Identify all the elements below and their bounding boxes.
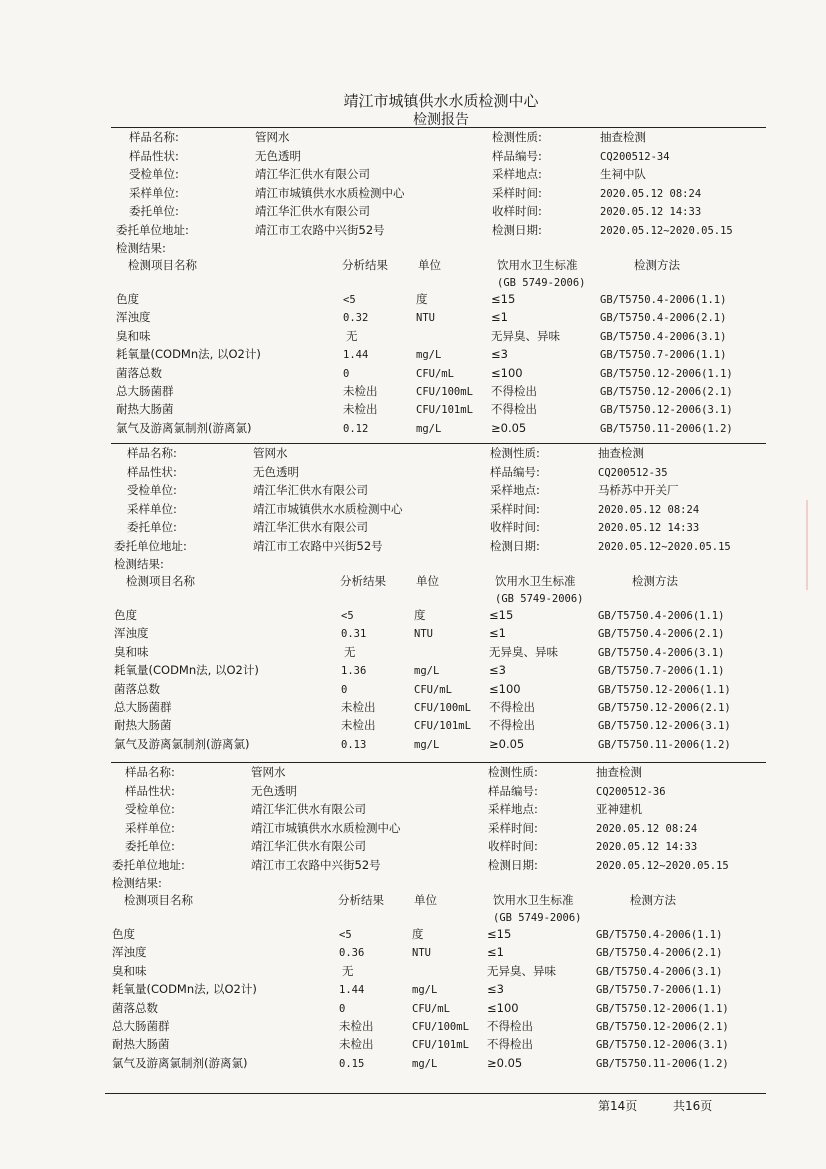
field-label: 委托单位地址: [116,222,189,237]
table-cell-standard: 无异臭、异味 [487,963,556,978]
table-cell-result: 0 [339,1002,346,1015]
field-label: 委托单位地址: [112,857,185,872]
field-label: 检测性质: [490,446,540,460]
table-cell-unit: NTU [414,628,433,641]
field-value: 抽查检测 [596,765,642,779]
field-value: 2020.05.12 08:24 [596,822,698,835]
section-rule [111,443,766,444]
table-cell-standard: 无异臭、异味 [489,644,558,659]
field-label: 样品名称: [129,130,179,144]
field-label: 收样时间: [492,204,542,218]
field-label: 检测性质: [492,130,542,144]
field-value: 2020.05.12 14:33 [598,522,700,534]
field-value: CQ200512-36 [596,785,666,798]
column-header-result: 分析结果 [340,574,386,588]
field-label: 委托单位地址: [114,538,187,553]
table-cell-result: 未检出 [341,700,376,714]
field-value: 生祠中队 [600,167,646,181]
field-label: 检测日期: [492,222,542,237]
field-value: 管网水 [253,446,288,460]
table-cell-item: 总大肠菌群 [112,1019,170,1033]
table-cell-item: 臭和味 [116,328,151,343]
table-cell-unit: CFU/mL [414,683,452,696]
field-label: 样品编号: [488,783,538,798]
table-cell-standard: ≤3 [487,982,504,997]
table-cell-standard: ≤15 [489,608,514,622]
field-label: 受检单位: [125,802,175,816]
table-cell-result: 0.15 [339,1057,365,1070]
table-cell-result: 0.13 [341,738,367,751]
table-cell-item: 耐热大肠菌 [116,402,174,417]
table-cell-result: 0.31 [341,628,367,641]
table-cell-result: 无 [344,644,356,659]
column-header-standard: 饮用水卫生标准 [497,258,578,272]
table-cell-standard: ≥0.05 [489,736,525,751]
table-cell-item: 浑浊度 [112,945,147,960]
column-header-standard: 饮用水卫生标准 [495,574,576,588]
field-label: 样品名称: [125,765,175,779]
field-value: CQ200512-35 [598,466,668,479]
table-cell-item: 臭和味 [112,963,147,978]
field-label: 采样单位: [125,820,175,835]
table-cell-method: GB/T5750.12-2006(1.1) [600,367,733,380]
table-cell-unit: CFU/100mL [412,1021,469,1033]
field-label: 检测性质: [488,765,538,779]
field-value: 靖江市城镇供水水质检测中心 [251,820,401,835]
table-cell-item: 耐热大肠菌 [112,1037,170,1052]
column-header-item: 检测项目名称 [128,258,197,272]
field-value: 靖江市工农路中兴街52号 [255,222,385,237]
field-label: 采样时间: [492,185,542,200]
table-cell-method: GB/T5750.12-2006(1.1) [596,1002,729,1015]
field-value: 2020.05.12 14:33 [600,206,702,218]
table-cell-unit: mg/L [416,422,442,435]
table-cell-standard: ≤1 [489,626,506,641]
field-label: 采样时间: [490,501,540,516]
field-value: 靖江市城镇供水水质检测中心 [253,501,403,516]
field-label: 样品性状: [125,783,175,798]
column-header-standard-ref: (GB 5749-2006) [497,277,586,289]
column-header-result: 分析结果 [338,893,384,907]
field-value: 抽查检测 [600,130,646,144]
field-value: 管网水 [251,765,286,779]
table-cell-standard: ≤1 [487,945,504,960]
table-cell-method: GB/T5750.4-2006(3.1) [596,965,723,978]
table-cell-unit: CFU/101mL [412,1039,469,1052]
column-header-standard: 饮用水卫生标准 [493,893,574,907]
table-cell-item: 氯气及游离氯制剂(游离氯) [112,1055,248,1070]
table-cell-method: GB/T5750.4-2006(2.1) [600,312,727,325]
table-cell-standard: ≥0.05 [487,1055,523,1070]
field-value: 抽查检测 [598,446,644,460]
column-header-unit: 单位 [414,893,437,907]
table-cell-standard: ≤100 [489,681,521,696]
table-cell-method: GB/T5750.4-2006(3.1) [598,646,725,659]
table-cell-method: GB/T5750.12-2006(2.1) [596,1021,729,1033]
table-cell-item: 总大肠菌群 [114,700,172,714]
table-cell-standard: ≤100 [491,365,523,380]
field-label: 样品编号: [490,464,540,479]
report-title: 检测报告 [413,112,469,128]
table-cell-unit: 度 [416,292,428,306]
field-label: 采样地点: [492,167,542,181]
field-value: 2020.05.12~2020.05.15 [600,224,733,237]
table-cell-result: 无 [346,328,358,343]
field-label: 受检单位: [129,167,179,181]
table-cell-standard: ≤15 [491,292,516,306]
table-cell-unit: CFU/101mL [414,720,471,733]
field-label: 检测日期: [490,538,540,553]
table-cell-unit: 度 [414,608,426,622]
table-cell-result: 未检出 [339,1019,374,1033]
org-title: 靖江市城镇供水水质检测中心 [343,92,539,110]
table-cell-standard: ≥0.05 [491,420,527,435]
field-value: 2020.05.12~2020.05.15 [598,540,731,553]
table-cell-unit: NTU [412,947,431,960]
table-cell-result: <5 [343,294,356,306]
table-cell-result: 无 [342,963,354,978]
table-cell-standard: ≤1 [491,310,508,325]
field-value: CQ200512-34 [600,150,670,163]
table-cell-method: GB/T5750.4-2006(1.1) [598,610,725,622]
field-label: 检测日期: [488,857,538,872]
table-cell-unit: mg/L [416,349,442,362]
field-value: 靖江华汇供水有限公司 [253,520,368,534]
table-cell-method: GB/T5750.7-2006(1.1) [596,984,723,997]
results-label: 检测结果: [116,241,166,255]
column-header-standard-ref: (GB 5749-2006) [495,593,584,605]
column-header-item: 检测项目名称 [124,893,193,907]
field-label: 采样时间: [488,820,538,835]
table-cell-result: 0.12 [343,422,369,435]
table-cell-method: GB/T5750.11-2006(1.2) [598,738,731,751]
table-cell-standard: 不得检出 [489,718,535,733]
field-value: 2020.05.12 08:24 [598,503,700,516]
field-label: 收样时间: [488,839,538,853]
table-cell-item: 色度 [116,292,139,306]
table-cell-method: GB/T5750.4-2006(1.1) [596,929,723,941]
table-cell-standard: ≤100 [487,1000,519,1015]
table-cell-item: 浑浊度 [116,310,151,325]
table-cell-standard: ≤3 [489,663,506,678]
table-cell-item: 浑浊度 [114,626,149,641]
column-header-method: 检测方法 [630,893,676,907]
table-cell-unit: mg/L [414,665,440,678]
field-label: 委托单位: [127,520,177,534]
field-label: 采样单位: [127,501,177,516]
field-value: 无色透明 [253,464,299,479]
table-cell-method: GB/T5750.4-2006(3.1) [600,330,727,343]
table-cell-result: 0 [343,367,350,380]
field-label: 样品名称: [127,446,177,460]
table-cell-item: 耗氧量(CODMn法, 以O2计) [116,347,261,362]
results-label: 检测结果: [112,876,162,890]
table-cell-item: 菌落总数 [114,681,160,696]
page-number: 第14页 [598,1099,638,1113]
field-value: 靖江华汇供水有限公司 [251,802,366,816]
field-value: 马桥苏中开关厂 [598,483,679,497]
table-cell-method: GB/T5750.12-2006(3.1) [598,720,731,733]
table-cell-standard: 无异臭、异味 [491,328,560,343]
table-cell-unit: CFU/100mL [414,702,471,714]
table-cell-standard: 不得检出 [487,1037,533,1052]
table-cell-result: 1.44 [343,349,369,362]
field-label: 样品性状: [129,148,179,163]
table-cell-method: GB/T5750.7-2006(1.1) [598,665,725,678]
table-cell-result: 未检出 [339,1037,374,1052]
table-cell-unit: mg/L [412,1057,438,1070]
field-value: 靖江市工农路中兴街52号 [253,538,383,553]
section-rule [111,762,766,763]
field-value: 亚神建机 [596,802,642,816]
table-cell-method: GB/T5750.12-2006(3.1) [596,1039,729,1052]
column-header-result: 分析结果 [342,258,388,272]
table-cell-item: 耗氧量(CODMn法, 以O2计) [112,982,257,997]
table-cell-unit: NTU [416,312,435,325]
table-cell-result: 0 [341,683,348,696]
field-value: 靖江华汇供水有限公司 [253,483,368,497]
table-cell-result: 未检出 [341,718,376,733]
table-cell-standard: 不得检出 [491,384,537,398]
table-cell-method: GB/T5750.4-2006(2.1) [598,628,725,641]
table-cell-method: GB/T5750.7-2006(1.1) [600,349,727,362]
table-cell-standard: 不得检出 [491,402,537,417]
field-value: 管网水 [255,130,290,144]
table-cell-unit: CFU/mL [416,367,454,380]
table-cell-item: 菌落总数 [116,365,162,380]
table-cell-unit: CFU/mL [412,1002,450,1015]
field-label: 委托单位: [129,204,179,218]
field-label: 样品性状: [127,464,177,479]
table-cell-method: GB/T5750.4-2006(2.1) [596,947,723,960]
table-cell-method: GB/T5750.11-2006(1.2) [600,422,733,435]
column-header-unit: 单位 [416,574,439,588]
field-value: 2020.05.12 08:24 [600,187,702,200]
table-cell-method: GB/T5750.11-2006(1.2) [596,1057,729,1070]
field-value: 无色透明 [251,783,297,798]
section-rule [111,127,766,128]
stamp-edge [806,500,826,590]
table-cell-result: <5 [341,610,354,622]
table-cell-item: 耗氧量(CODMn法, 以O2计) [114,663,259,678]
table-cell-result: 未检出 [343,402,378,417]
page-total: 共16页 [673,1099,713,1113]
table-cell-standard: ≤3 [491,347,508,362]
table-cell-method: GB/T5750.4-2006(1.1) [600,294,727,306]
table-cell-unit: mg/L [412,984,438,997]
table-cell-result: 0.36 [339,947,365,960]
field-label: 收样时间: [490,520,540,534]
table-cell-method: GB/T5750.12-2006(2.1) [598,702,731,714]
table-cell-result: 1.44 [339,984,365,997]
table-cell-result: 0.32 [343,312,369,325]
table-cell-unit: mg/L [414,738,440,751]
field-value: 2020.05.12~2020.05.15 [596,859,729,872]
table-cell-method: GB/T5750.12-2006(1.1) [598,683,731,696]
table-cell-standard: ≤15 [487,927,512,941]
field-value: 靖江华汇供水有限公司 [251,839,366,853]
field-label: 样品编号: [492,148,542,163]
table-cell-item: 臭和味 [114,644,149,659]
table-cell-item: 菌落总数 [112,1000,158,1015]
field-label: 采样地点: [490,483,540,497]
table-cell-result: 未检出 [343,384,378,398]
field-label: 委托单位: [125,839,175,853]
field-value: 2020.05.12 14:33 [596,841,698,853]
table-cell-method: GB/T5750.12-2006(2.1) [600,386,733,398]
table-cell-item: 色度 [114,608,137,622]
table-cell-standard: 不得检出 [487,1019,533,1033]
field-label: 采样地点: [488,802,538,816]
field-label: 受检单位: [127,483,177,497]
table-cell-standard: 不得检出 [489,700,535,714]
table-cell-item: 耐热大肠菌 [114,718,172,733]
column-header-method: 检测方法 [632,574,678,588]
column-header-method: 检测方法 [634,258,680,272]
field-label: 采样单位: [129,185,179,200]
table-cell-result: <5 [339,929,352,941]
field-value: 靖江华汇供水有限公司 [255,204,370,218]
table-cell-result: 1.36 [341,665,367,678]
table-cell-item: 氯气及游离氯制剂(游离氯) [114,736,250,751]
table-cell-item: 总大肠菌群 [116,384,174,398]
table-cell-method: GB/T5750.12-2006(3.1) [600,404,733,417]
table-cell-item: 氯气及游离氯制剂(游离氯) [116,420,252,435]
column-header-standard-ref: (GB 5749-2006) [493,912,582,924]
column-header-unit: 单位 [418,258,441,272]
field-value: 靖江市城镇供水水质检测中心 [255,185,405,200]
table-cell-item: 色度 [112,927,135,941]
field-value: 靖江华汇供水有限公司 [255,167,370,181]
results-label: 检测结果: [114,557,164,571]
column-header-item: 检测项目名称 [126,574,195,588]
table-cell-unit: 度 [412,927,424,941]
table-cell-unit: CFU/101mL [416,404,473,417]
table-cell-unit: CFU/100mL [416,386,473,398]
footer-rule [105,1093,766,1094]
field-value: 靖江市工农路中兴街52号 [251,857,381,872]
field-value: 无色透明 [255,148,301,163]
